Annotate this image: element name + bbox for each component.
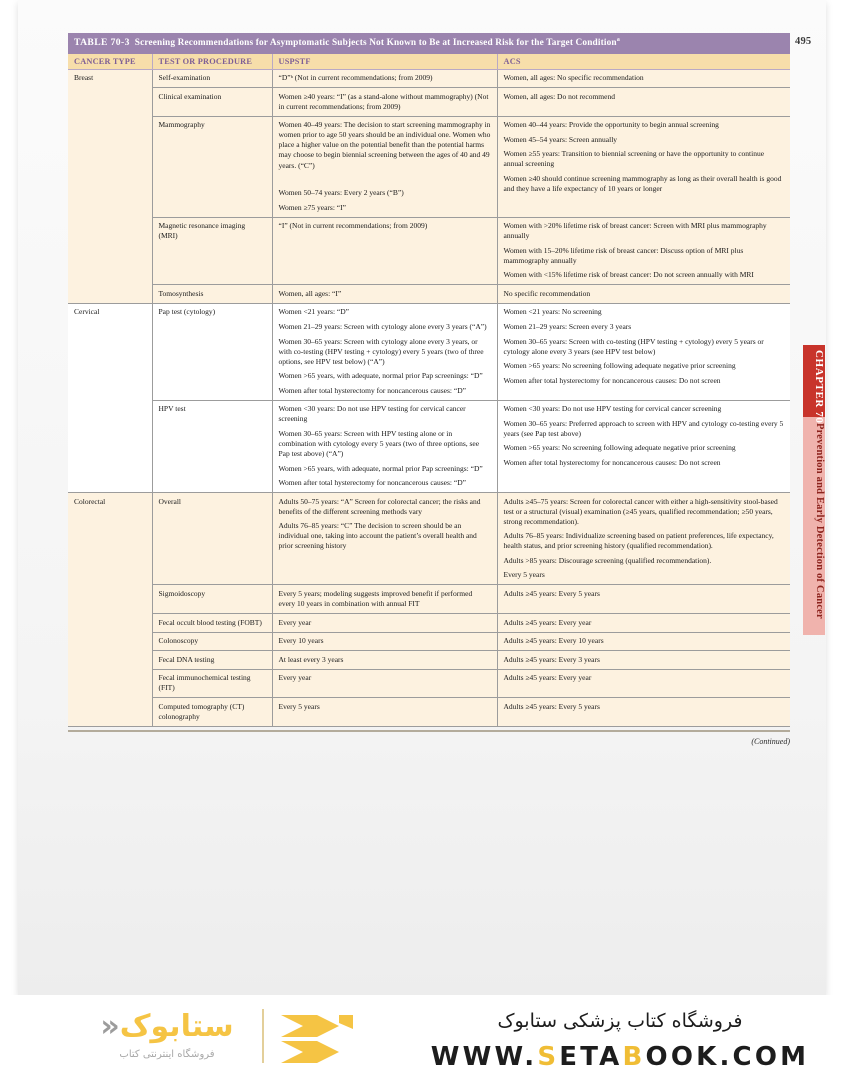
logo-chevron-glyph: «: [100, 1009, 120, 1044]
cell-test-or-procedure: Sigmoidoscopy: [152, 585, 272, 614]
url-b: B: [622, 1041, 646, 1072]
acs-line: Women, all ages: No specific recommendation: [503, 73, 644, 83]
acs-line: No specific recommendation: [503, 288, 591, 298]
uspstf-line: Adults 76–85 years: “C” The decision to screen should be an individual one, taking into account the patient’s overall health and prior screening history: [278, 521, 477, 551]
table-row: [68, 614, 790, 633]
acs-line: Every 5 years: [503, 570, 545, 580]
uspstf-line: Women ≥40 years: “I” (as a stand-alone without mammography) (Not in current recommendations; from 2009): [278, 91, 489, 111]
cell-acs: [497, 217, 790, 285]
cell-test-or-procedure: HPV test: [152, 400, 272, 492]
uspstf-line: “D”ᵇ (Not in current recommendations; from 2009): [278, 73, 433, 83]
cell-test-or-procedure: Tomosynthesis: [152, 285, 272, 304]
uspstf-line: Women ≥75 years: “I”: [278, 202, 346, 212]
uspstf-spacer: [279, 175, 491, 188]
setabook-logo-subtitle: فروشگاه اینترنتی کتاب: [119, 1049, 215, 1060]
uspstf-line: Women, all ages: “I”: [278, 288, 342, 298]
uspstf-line: Every year: [278, 673, 312, 683]
cell-test-or-procedure: Computed tomography (CT) colonography: [152, 698, 272, 727]
cell-test-or-procedure: Mammography: [152, 116, 272, 217]
chevron-logo-icon: [277, 1013, 357, 1065]
cell-acs: [497, 116, 790, 217]
table-row: [68, 669, 790, 698]
acs-line: Women <21 years: No screening: [503, 307, 602, 317]
cell-acs: [497, 303, 790, 400]
table-header-row: [68, 54, 790, 70]
uspstf-line: “I” (Not in current recommendations; from 2009): [278, 221, 428, 231]
cell-test-or-procedure: Pap test (cytology): [152, 303, 272, 400]
uspstf-line: Every 5 years; modeling suggests improved benefit if performed every 10 years in combination with annual FIT: [278, 588, 473, 608]
table-container: [68, 33, 790, 727]
table-row: [68, 69, 790, 88]
uspstf-line: Adults 50–75 years: “A” Screen for colorectal cancer; the risks and benefits of the different screening methods vary: [278, 496, 481, 516]
caption-footnote-marker: a: [616, 36, 620, 43]
uspstf-line: Women 30–65 years: Screen with cytology alone every 3 years, or with co-testing (HPV testing + cytology) every 5 years (two of three options, see HPV test below) (“A”): [278, 336, 484, 366]
acs-line: Women ≥55 years: Transition to biennial screening or have the opportunity to continue annual screening: [503, 149, 765, 169]
cell-acs: [497, 632, 790, 651]
uspstf-line: Women 21–29 years: Screen with cytology alone every 3 years (“A”): [278, 322, 487, 331]
acs-line: Adults 76–85 years: Individualize screening based on patient preferences, life expectancy, health status, and prior screening history (qualified recommendation).: [503, 531, 774, 551]
watermark-footer: [0, 995, 844, 1080]
cell-cancer-type: Breast: [68, 69, 152, 303]
url-eta: ETA: [559, 1041, 623, 1072]
acs-line: Women 30–65 years: Screen with co-testing (HPV testing + cytology) every 5 years or cytology alone every 3 years (see HPV test below): [503, 336, 764, 356]
table-row: [68, 217, 790, 285]
cell-cancer-type: Cervical: [68, 303, 152, 492]
cell-test-or-procedure: Magnetic resonance imaging (MRI): [152, 217, 272, 285]
column-header-uspstf: USPSTF: [272, 54, 497, 70]
table-row: [68, 88, 790, 117]
logo-divider: [262, 1009, 264, 1063]
cell-uspstf: [272, 69, 497, 88]
acs-line: Women 45–54 years: Screen annually: [503, 134, 618, 144]
acs-line: Women 40–44 years: Provide the opportunity to begin annual screening: [503, 120, 719, 130]
table-caption-row: [68, 33, 790, 54]
cell-uspstf: [272, 116, 497, 217]
cell-acs: [497, 493, 790, 585]
uspstf-line: Women >65 years, with adequate, normal prior Pap screenings: “D”: [278, 463, 483, 473]
acs-line: Adults >85 years: Discourage screening (qualified recommendation).: [503, 555, 712, 565]
acs-line: Women with >20% lifetime risk of breast cancer: Screen with MRI plus mammography annually: [503, 221, 767, 241]
cell-test-or-procedure: Self-examination: [152, 69, 272, 88]
acs-line: Adults ≥45 years: Every 5 years: [503, 588, 600, 598]
chapter-number-label: CHAPTER 70: [813, 350, 825, 424]
cell-uspstf: [272, 400, 497, 492]
table-bottom-rule: [68, 730, 790, 732]
acs-line: Women 21–29 years: Screen every 3 years: [503, 322, 632, 331]
table-row: [68, 400, 790, 492]
acs-line: Adults ≥45 years: Every 10 years: [503, 636, 604, 646]
chapter-thumb-tab: [803, 345, 825, 635]
acs-line: Women after total hysterectomy for noncancerous causes: Do not screen: [503, 375, 721, 385]
cell-cancer-type: Colorectal: [68, 493, 152, 727]
watermark-text-block: [420, 1007, 820, 1072]
page-number: 495: [795, 36, 812, 47]
uspstf-line: Every 10 years: [278, 636, 324, 646]
uspstf-line: Every year: [278, 617, 312, 627]
cell-test-or-procedure: Fecal immunochemical testing (FIT): [152, 669, 272, 698]
uspstf-line: Women after total hysterectomy for noncancerous causes: “D”: [278, 478, 466, 488]
acs-line: Adults ≥45 years: Every year: [503, 617, 592, 627]
column-header-cancer-type: CANCER TYPE: [68, 54, 152, 70]
cell-acs: [497, 651, 790, 670]
acs-line: Women after total hysterectomy for noncancerous causes: Do not screen: [503, 457, 721, 467]
setabook-logo: [72, 1009, 262, 1067]
setabook-logo-wordmark: [72, 1009, 262, 1045]
cell-acs: [497, 614, 790, 633]
url-prefix: WWW.: [430, 1041, 538, 1072]
cell-uspstf: [272, 493, 497, 585]
acs-line: Women >65 years: No screening following adequate negative prior screening: [503, 443, 736, 453]
uspstf-line: At least every 3 years: [278, 654, 344, 664]
cell-uspstf: [272, 698, 497, 727]
column-header-acs: ACS: [497, 54, 790, 70]
uspstf-line: Every 5 years: [278, 701, 320, 711]
cell-test-or-procedure: Overall: [152, 493, 272, 585]
cell-acs: [497, 285, 790, 304]
cell-uspstf: [272, 585, 497, 614]
acs-line: Women with <15% lifetime risk of breast cancer: Do not screen annually with MRI: [503, 270, 754, 280]
cell-acs: [497, 69, 790, 88]
cell-test-or-procedure: Fecal DNA testing: [152, 651, 272, 670]
cell-test-or-procedure: Colonoscopy: [152, 632, 272, 651]
acs-line: Adults ≥45–75 years: Screen for colorectal cancer with either a high-sensitivity stool-based test or a structural (visual) examination (≥45 years, qualified recommendation; ≥50 years, strong recommendation).: [503, 496, 778, 526]
watermark-url: [420, 1042, 820, 1072]
cell-test-or-procedure: Fecal occult blood testing (FOBT): [152, 614, 272, 633]
table-row: [68, 116, 790, 217]
acs-line: Women, all ages: Do not recommend: [503, 91, 615, 101]
acs-line: Women >65 years: No screening following adequate negative prior screening: [503, 361, 736, 371]
acs-line: Adults ≥45 years: Every year: [503, 673, 592, 683]
continued-note: (Continued): [751, 737, 790, 746]
cell-acs: [497, 585, 790, 614]
uspstf-line: Women 40–49 years: The decision to start screening mammography in women prior to age 50 years should be an individual one. Women who place a higher value on the potential benefit than the potential harms may choose to begin biennial screening between the ages of 40 and 49 years. (“C”): [278, 120, 491, 170]
uspstf-line: Women 50–74 years: Every 2 years (“B”): [278, 188, 404, 198]
setabook-logo-word: ستابوک: [119, 1009, 234, 1044]
chapter-title-label: Prevention and Early Detection of Cancer: [814, 423, 825, 619]
acs-line: Women <30 years: Do not use HPV testing for cervical cancer screening: [503, 404, 722, 414]
cell-acs: [497, 88, 790, 117]
table-title: Screening Recommendations for Asymptomatic Subjects Not Known to Be at Increased Risk for the Target Condition: [134, 38, 617, 49]
cell-uspstf: [272, 303, 497, 400]
table-row: [68, 585, 790, 614]
url-s: S: [537, 1041, 560, 1072]
cell-acs: [497, 400, 790, 492]
screening-recommendations-table: [68, 33, 790, 727]
cell-acs: [497, 669, 790, 698]
uspstf-line: Women <30 years: Do not use HPV testing for cervical cancer screening: [278, 404, 466, 424]
uspstf-line: Women <21 years: “D”: [278, 307, 349, 317]
acs-line: Adults ≥45 years: Every 5 years: [503, 701, 600, 711]
uspstf-line: Women 30–65 years: Screen with HPV testing alone or in combination with cytology every 5 years (two of three options, see Pap test above) (“A”): [278, 428, 480, 458]
uspstf-line: Women after total hysterectomy for noncancerous causes: “D”: [278, 385, 466, 395]
cell-uspstf: [272, 669, 497, 698]
table-row: [68, 285, 790, 304]
table-number: TABLE 70-3: [74, 37, 130, 49]
table-caption: [68, 33, 790, 54]
acs-line: Women 30–65 years: Preferred approach to screen with HPV and cytology co-testing every 5 years (see Pap test above): [503, 418, 784, 438]
acs-line: Women ≥40 should continue screening mammography as long as their overall health is good and they have a life expectancy of 10 years or longer: [503, 174, 782, 194]
cell-uspstf: [272, 217, 497, 285]
acs-line: Women with 15–20% lifetime risk of breast cancer: Discuss option of MRI plus mammography annually: [503, 245, 744, 265]
uspstf-line: Women >65 years, with adequate, normal prior Pap screenings: “D”: [278, 371, 483, 381]
cell-uspstf: [272, 88, 497, 117]
acs-line: Adults ≥45 years: Every 3 years: [503, 654, 600, 664]
cell-acs: [497, 698, 790, 727]
cell-uspstf: [272, 285, 497, 304]
table-row: [68, 698, 790, 727]
cell-uspstf: [272, 632, 497, 651]
table-row: [68, 303, 790, 400]
cell-uspstf: [272, 651, 497, 670]
watermark-tagline: فروشگاه کتاب پزشکی ستابوک: [497, 1010, 743, 1032]
table-row: [68, 632, 790, 651]
cell-uspstf: [272, 614, 497, 633]
cell-test-or-procedure: Clinical examination: [152, 88, 272, 117]
table-row: [68, 651, 790, 670]
table-row: [68, 493, 790, 585]
url-rest: OOK.COM: [645, 1041, 810, 1072]
column-header-test-or-procedure: TEST OR PROCEDURE: [152, 54, 272, 70]
